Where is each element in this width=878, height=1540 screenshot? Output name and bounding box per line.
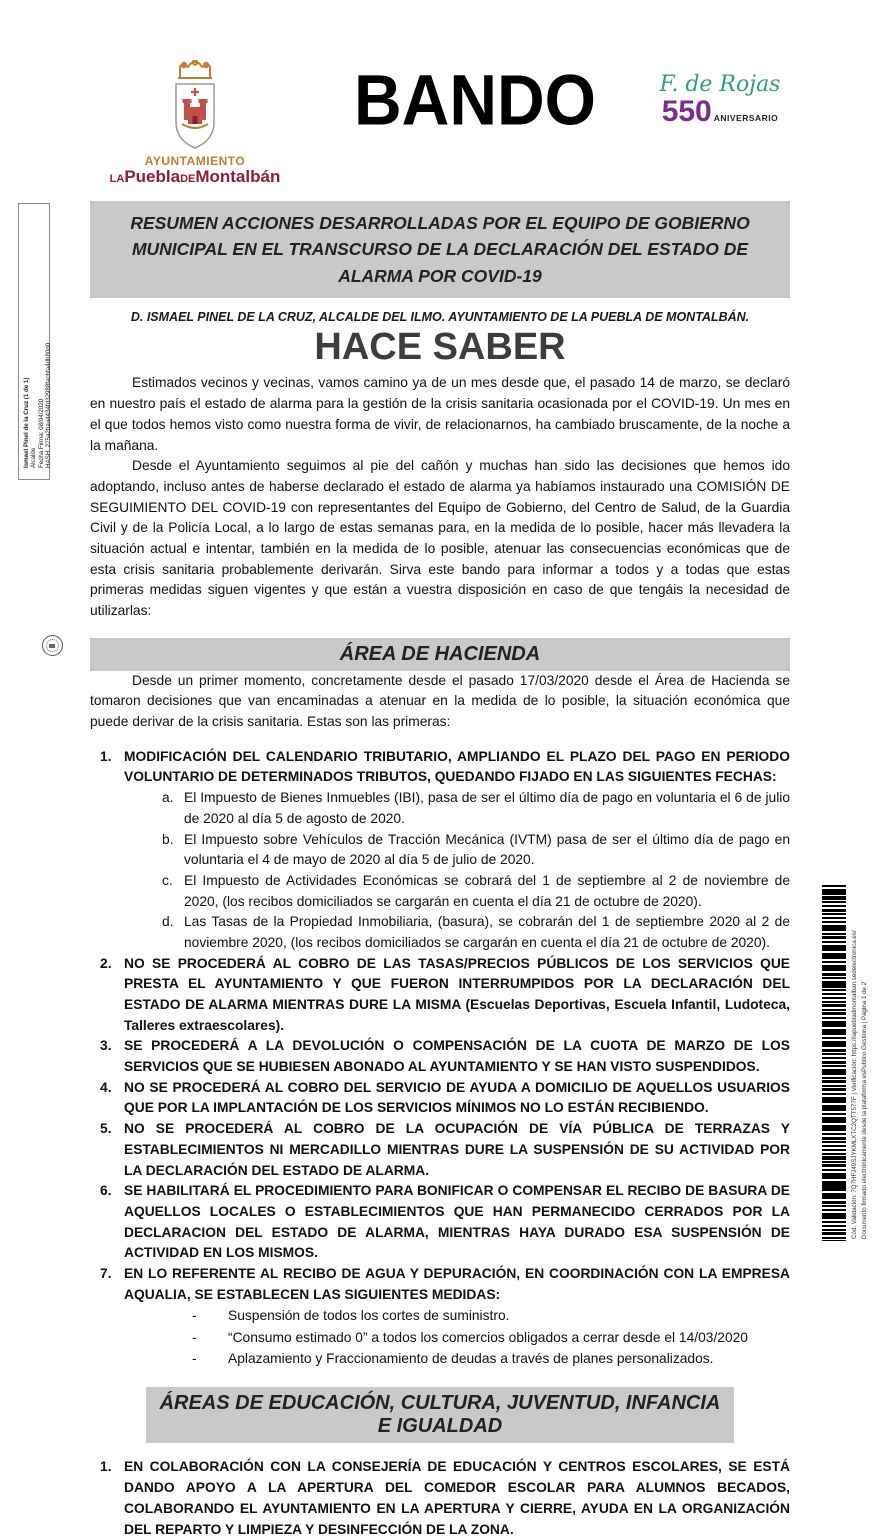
list-item: NO SE PROCEDERÁ AL COBRO DE LAS TASAS/PRECIOS PÚBLICOS DE LOS SERVICIOS QUE PRESTA EL AYUNTAMIENTO Y QUE FUERON INTERRUMPIDOS POR LA DECLARACIÓN DEL ESTADO DE ALARMA MIENTRAS DURE LA MISMA (Escuelas Deportivas, Escuela Infantil, Ludoteca, Talleres extraescolares). <box>124 955 790 1033</box>
dash-list-item: - Aplazamiento y Fraccionamiento de deudas a través de planes personalizados. <box>188 1348 790 1369</box>
list-item-text: MODIFICACIÓN DEL CALENDARIO TRIBUTARIO, AMPLIANDO EL PLAZO DEL PAGO EN PERIODO VOLUNTARIO DE DETERMINADOS TRIBUTOS, QUEDANDO FIJADO EN LAS SIGUIENTES FECHAS: <box>124 748 790 785</box>
coat-of-arms-icon <box>164 60 226 152</box>
educacion-list <box>90 1457 790 1540</box>
sub-list-item: Las Tasas de la Propiedad Inmobiliaria, (basura), se cobrarán del 1 de septiembre 2020 al 2 de noviembre 2020, (los recibos domiciliados se cargarán en cuenta el día 21 de octubre de 2020). <box>184 914 790 950</box>
signature-hash: HASH: 275a2baa4434fd32988facbfa4db80d0 <box>45 342 53 468</box>
sub-list-item: El Impuesto de Actividades Económicas se cobrará del 1 de septiembre al 2 de noviembre de 2020, (los recibos domiciliados se cargarán en cuenta el día 21 de octubre de 2020). <box>184 872 790 909</box>
list-item-text: EN LO REFERENTE AL RECIBO DE AGUA Y DEPURACIÓN, EN COORDINACIÓN CON LA EMPRESA AQUALIA, SE ESTABLECEN LAS SIGUIENTES MEDIDAS: <box>124 1265 790 1302</box>
rojas-script-text: F. de Rojas <box>659 72 781 97</box>
list-item: EN COLABORACIÓN CON LA CONSEJERÍA DE EDUCACIÓN Y CENTROS ESCOLARES, SE ESTÁ DANDO APOYO A LA APERTURA DEL COMEDOR ESCOLAR PARA ALUMNOS BECADOS, COLABORANDO EL AYUNTAMIENTO EN LA APERTURA Y CIERRE, AYUDA EN LA ORGANIZACIÓN DEL REPARTO Y LIMPIEZA Y DESINFECCIÓN DE LA ZONA. <box>124 1459 790 1537</box>
municipality-label: AYUNTAMIENTO <box>144 154 246 168</box>
intro-block <box>90 373 790 621</box>
proclamation-title: HACE SABER <box>314 325 566 368</box>
municipality-name-de: DE <box>180 173 196 185</box>
section-banner-educacion: ÁREAS DE EDUCACIÓN, CULTURA, JUVENTUD, INFANCIA E IGUALDAD <box>146 1387 734 1443</box>
municipality-name <box>90 168 300 185</box>
document-body <box>90 52 790 1540</box>
municipality-name-montalban: Montalbán <box>195 167 281 186</box>
list-item: NO SE PROCEDERÁ AL COBRO DE LA OCUPACIÓN DE VÍA PÚBLICA DE TERRAZAS Y ESTABLECIMIENTOS NI MERCADILLO MIENTRAS DURE LA SUSPENSIÓN DE SU ACTIVIDAD POR LA DECLARACIÓN DEL ESTADO DE ALARMA. <box>124 1121 790 1178</box>
list-item: NO SE PROCEDERÁ AL COBRO DEL SERVICIO DE AYUDA A DOMICILIO DE AQUELLOS USUARIOS QUE POR LA IMPLANTACIÓN DE LOS SERVICIOS MÍNIMOS NO LO ESTÁN RECIBIENDO. <box>124 1079 790 1116</box>
intro-paragraph-1: Estimados vecinos y vecinas, vamos camino ya de un mes desde que, el pasado 14 de marzo, se declaró en nuestro país el estado de alarma para la gestión de la crisis sanitaria ocasionada por el COVID-19. Un mes en el que todos hemos visto como nuestra forma de vivir, de relacionarnos, ha cambiado bruscamente, de la noche a la mañana. <box>90 375 790 453</box>
issuer-line: D. ISMAEL PINEL DE LA CRUZ, ALCALDE DEL ILMO. AYUNTAMIENTO DE LA PUEBLA DE MONTALBÁN. <box>130 309 750 324</box>
signer-name: Ismael Pinel de la Cruz (1 de 1) <box>23 377 30 468</box>
seal-icon <box>42 635 63 656</box>
list-item: SE HABILITARÁ EL PROCEDIMIENTO PARA BONIFICAR O COMPENSAR EL RECIBO DE BASURA DE AQUELLOS LOCALES O ESTABLECIMIENTOS QUE HAN PERMANECIDO CERRADOS POR LA DECLARACION DEL ESTADO DE ALARMA, MIENTRAS HAYA DURADO ESA SUSPENSIÓN DE ACTIVIDAD EN LOS MISMOS. <box>124 1183 790 1261</box>
validation-margin-text <box>850 885 870 1239</box>
validation-platform-line: Documento firmado electrónicamente desde la plataforma esPublico Gestiona | Página 1 de 2 <box>860 981 868 1239</box>
list-item <box>90 747 790 954</box>
rojas-bottom-row <box>650 95 790 128</box>
dash-list <box>124 1305 790 1369</box>
list-item <box>90 1264 790 1370</box>
rojas-550-number: 550 <box>661 95 712 128</box>
sub-list <box>124 788 790 954</box>
barcode <box>822 885 846 1241</box>
validation-code-line: Cód. Validación: 7Q7HFJ49SJYKMLXTC2QTT577F | Verificación: https://lapuebladmontalban.sedelectronica.es/ <box>851 930 858 1239</box>
document-header <box>90 52 790 185</box>
hacienda-list <box>90 747 790 1370</box>
municipality-logo <box>90 52 300 185</box>
dash-list-item: - “Consumo estimado 0” a todos los comercios obligados a cerrar desde el 14/03/2020 <box>188 1327 790 1348</box>
summary-banner: RESUMEN ACCIONES DESARROLLADAS POR EL EQUIPO DE GOBIERNO MUNICIPAL EN EL TRANSCURSO DE LA DECLARACIÓN DEL ESTADO DE ALARMA POR COVID-19 <box>90 201 790 298</box>
signature-margin-text <box>23 210 53 468</box>
section-banner-hacienda: ÁREA DE HACIENDA <box>90 638 790 671</box>
sub-list-item: El Impuesto sobre Vehículos de Tracción Mecánica (IVTM) pasa de ser el último día de pago en voluntaria el 4 de mayo de 2020 al día 5 de julio de 2020. <box>184 831 790 868</box>
hacienda-intro: Desde un primer momento, concretamente desde el pasado 17/03/2020 desde el Área de Hacienda se tomaron decisiones que van encaminadas a atenuar en la medida de lo posible, la situación económica que puede derivar de la crisis sanitaria. Estas son las primeras: <box>90 672 790 730</box>
list-item: SE PROCEDERÁ A LA DEVOLUCIÓN O COMPENSACIÓN DE LA CUOTA DE MARZO DE LOS SERVICIOS QUE SE HUBIESEN ABONADO AL AYUNTAMIENTO Y SE HAN VISTO SUSPENDIDOS. <box>124 1038 790 1075</box>
rojas-aniversario-label: ANIVERSARIO <box>713 113 779 123</box>
anniversary-logo <box>650 52 790 128</box>
signature-date: Fecha Firma: 08/04/2020 <box>37 398 45 468</box>
document-title: BANDO <box>354 59 596 140</box>
municipality-name-la: LA <box>109 173 125 185</box>
dash-list-item: - Suspensión de todos los cortes de suministro. <box>188 1305 790 1326</box>
municipality-name-puebla: Puebla <box>124 167 181 186</box>
signer-role: Alcalde <box>30 447 38 468</box>
sub-list-item: El Impuesto de Bienes Inmuebles (IBI), pasa de ser el último día de pago en voluntaria el 6 de julio de 2020 al día 5 de agosto de 2020. <box>184 790 790 826</box>
intro-paragraph-2: Desde el Ayuntamiento seguimos al pie del cañón y muchas han sido las decisiones que hemos ido adoptando, incluso antes de haberse declarado el estado de alarma ya habíamos instaurado una COMISIÓN DE SEGUIMIENTO DEL COVID-19 con representantes del Equipo de Gobierno, del Centro de Salud, de la Guardia Civil y de la Policía Local, a lo largo de estas semanas para, en la medida de lo posible, hacer más llevadera la situación actual e intentar, también en la medida de lo posible, atenuar las consecuencias económicas que de esta crisis sanitaria probablemente derivarán. Sirva este bando para informar a todos y a todas que estas primeras medidas siguen vigentes y que están a vuestra disposición en caso de que tengáis la necesidad de utilizarlas: <box>90 458 790 618</box>
